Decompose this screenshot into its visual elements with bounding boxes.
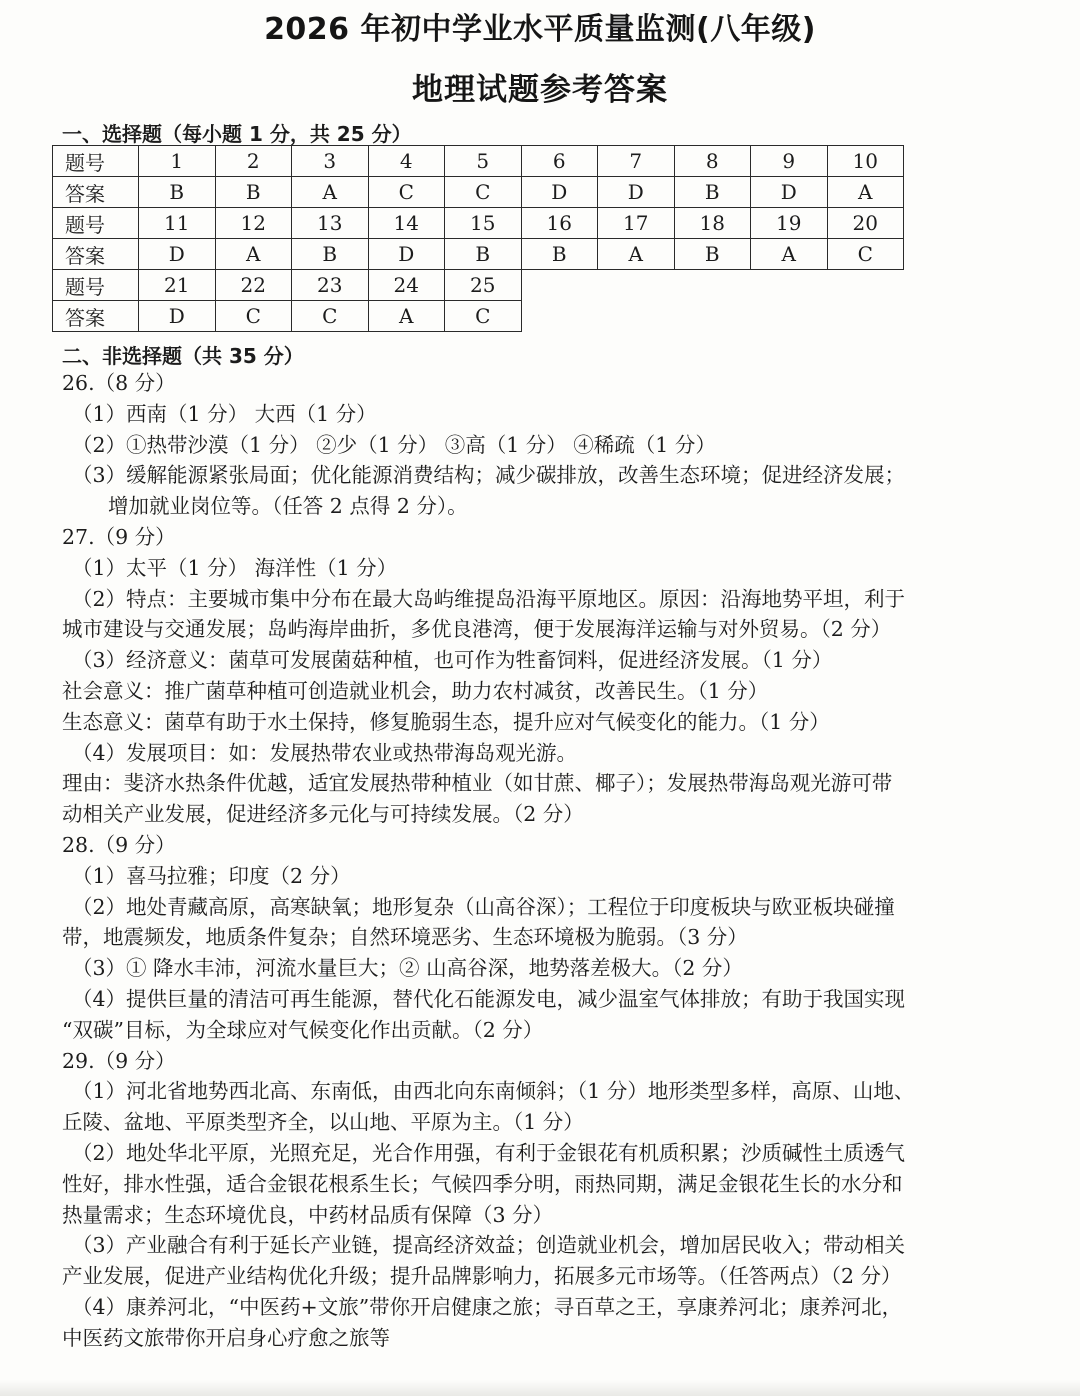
answer-cell: D: [139, 239, 216, 270]
page-subtitle: 地理试题参考答案: [412, 72, 668, 108]
question-number-row: [53, 146, 904, 177]
answer-cell: A: [751, 239, 828, 270]
empty-cell: [598, 270, 675, 301]
answer-line: 增加就业岗位等。（任答 2 点得 2 分）。: [108, 494, 468, 519]
answer-cell: A: [215, 239, 292, 270]
answer-line: 丘陵、盆地、平原类型齐全，以山地、平原为主。（1 分）: [62, 1110, 584, 1135]
answer-line: （3）缓解能源紧张局面；优化能源消费结构；减少碳排放，改善生态环境；促进经济发展；: [72, 463, 906, 488]
answer-line: （4）发展项目：如：发展热带农业或热带海岛观光游。: [72, 740, 578, 765]
question-number-cell: 11: [139, 208, 216, 239]
answer-line: （3）产业融合有利于延长产业链，提高经济效益；创造就业机会，增加居民收入；带动相关: [72, 1233, 906, 1258]
answer-cell: D: [368, 239, 445, 270]
question-number-cell: 25: [445, 270, 522, 301]
answer-line: （4）康养河北，“中医药+文旅”带你开启健康之旅；寻百草之王，享康养河北；康养河北，: [72, 1294, 903, 1319]
section-heading-nonchoice: 二、非选择题（共 35 分）: [62, 344, 304, 368]
question-number-cell: 13: [292, 208, 369, 239]
answer-label: 答案: [53, 177, 139, 208]
question-number-cell: 21: [139, 270, 216, 301]
answer-line: 性好，排水性强，适合金银花根系生长；气候四季分明，雨热同期，满足金银花生长的水分和: [62, 1171, 903, 1196]
page-title: 2026 年初中学业水平质量监测(八年级): [264, 12, 816, 47]
answer-line: 社会意义：推广菌草种植可创造就业机会，助力农村减贫，改善民生。（1 分）: [62, 678, 769, 703]
answer-line: （2）特点：主要城市集中分布在最大岛屿维提岛沿海平原地区。原因：沿海地势平坦，利于: [72, 586, 906, 611]
empty-cell: [521, 270, 598, 301]
question-number-cell: 14: [368, 208, 445, 239]
empty-cell: [827, 301, 904, 332]
answer-line: （1）喜马拉雅；印度（2 分）: [72, 863, 351, 888]
question-number-cell: 15: [445, 208, 522, 239]
answer-cell: B: [674, 239, 751, 270]
answer-cell: B: [292, 239, 369, 270]
answer-cell: B: [674, 177, 751, 208]
answer-line: （2）地处青藏高原，高寒缺氧；地形复杂（山高谷深）；工程位于印度板块与欧亚板块碰撞: [72, 894, 895, 919]
answer-label: 答案: [53, 301, 139, 332]
answer-cell: A: [368, 301, 445, 332]
answer-line: “双碳”目标，为全球应对气候变化作出贡献。（2 分）: [62, 1017, 544, 1042]
answer-line: （2）地处华北平原，光照充足，光合作用强，有利于金银花有机质积累；沙质碱性土质透气: [72, 1140, 906, 1165]
answer-cell: C: [827, 239, 904, 270]
empty-cell: [751, 301, 828, 332]
answer-cell: C: [215, 301, 292, 332]
answer-line: （1）太平（1 分） 海洋性（1 分）: [72, 555, 398, 580]
question-number-cell: 12: [215, 208, 292, 239]
question-number-cell: 4: [368, 146, 445, 177]
answer-cell: C: [368, 177, 445, 208]
section-heading-choice: 一、选择题（每小题 1 分，共 25 分）: [62, 122, 412, 146]
empty-cell: [674, 301, 751, 332]
answer-line: 产业发展，促进产业结构优化升级；提升品牌影响力，拓展多元市场等。（任答两点）（2 分）: [62, 1264, 902, 1289]
answer-cell: D: [751, 177, 828, 208]
question-number-cell: 10: [827, 146, 904, 177]
answer-line: 热量需求；生态环境优良，中药材品质有保障（3 分）: [62, 1202, 554, 1227]
answer-line: （4）提供巨量的清洁可再生能源，替代化石能源发电，减少温室气体排放；有助于我国实现: [72, 986, 906, 1011]
question-number-cell: 1: [139, 146, 216, 177]
answer-cell: D: [139, 301, 216, 332]
answer-line: （2）①热带沙漠（1 分） ②少（1 分） ③高（1 分） ④稀疏（1 分）: [72, 432, 716, 457]
answer-lines: [62, 368, 1032, 1354]
answer-cell: B: [215, 177, 292, 208]
empty-cell: [521, 301, 598, 332]
question-number-cell: 5: [445, 146, 522, 177]
answer-cell: A: [598, 239, 675, 270]
question-number-label: 题号: [53, 146, 139, 177]
question-number-label: 题号: [53, 208, 139, 239]
question-number-cell: 16: [521, 208, 598, 239]
empty-cell: [827, 270, 904, 301]
question-number-label: 题号: [53, 270, 139, 301]
answer-cell: C: [292, 301, 369, 332]
question-number-cell: 6: [521, 146, 598, 177]
answer-cell: B: [445, 239, 522, 270]
question-number-cell: 24: [368, 270, 445, 301]
answer-line: 城市建设与交通发展；岛屿海岸曲折，多优良港湾，便于发展海洋运输与对外贸易。（2 分）: [62, 617, 892, 642]
answer-table: [52, 145, 904, 332]
answer-cell: D: [521, 177, 598, 208]
question-number-cell: 22: [215, 270, 292, 301]
answer-row: [53, 301, 904, 332]
answer-line: 带，地震频发，地质条件复杂；自然环境恶劣、生态环境极为脆弱。（3 分）: [62, 925, 748, 950]
answer-cell: B: [139, 177, 216, 208]
answer-line: （1）西南（1 分） 大西（1 分）: [72, 401, 377, 426]
question-number-row: [53, 270, 904, 301]
question-number-cell: 2: [215, 146, 292, 177]
answer-line: 28.（9 分）: [62, 832, 176, 857]
answer-line: 理由：斐济水热条件优越，适宜发展热带种植业（如甘蔗、椰子）；发展热带海岛观光游可带: [62, 771, 893, 796]
empty-cell: [751, 270, 828, 301]
answer-line: 26.（8 分）: [62, 371, 176, 395]
question-number-cell: 18: [674, 208, 751, 239]
empty-cell: [598, 301, 675, 332]
answer-row: [53, 177, 904, 208]
answer-line: （1）河北省地势西北高、东南低，由西北向东南倾斜；（1 分）地形类型多样，高原、山地、: [72, 1079, 915, 1104]
answer-cell: A: [292, 177, 369, 208]
question-number-cell: 17: [598, 208, 675, 239]
answer-line: 27.（9 分）: [62, 524, 176, 549]
question-number-cell: 20: [827, 208, 904, 239]
answer-line: （3）① 降水丰沛，河流水量巨大；② 山高谷深，地势落差极大。（2 分）: [72, 956, 743, 981]
question-number-cell: 8: [674, 146, 751, 177]
empty-cell: [674, 270, 751, 301]
question-number-cell: 9: [751, 146, 828, 177]
question-number-cell: 23: [292, 270, 369, 301]
answer-cell: B: [521, 239, 598, 270]
page-bottom-edge: [0, 1380, 1080, 1396]
answer-cell: C: [445, 301, 522, 332]
answer-line: （3）经济意义：菌草可发展菌菇种植，也可作为牲畜饲料，促进经济发展。（1 分）: [72, 648, 833, 673]
answer-cell: C: [445, 177, 522, 208]
question-number-cell: 19: [751, 208, 828, 239]
question-number-cell: 7: [598, 146, 675, 177]
answer-row: [53, 239, 904, 270]
question-number-row: [53, 208, 904, 239]
answer-cell: A: [827, 177, 904, 208]
answer-line: 生态意义：菌草有助于水土保持，修复脆弱生态，提升应对气候变化的能力。（1 分）: [62, 709, 830, 734]
answer-line: 中医药文旅带你开启身心疗愈之旅等: [62, 1325, 390, 1350]
answer-line: 动相关产业发展，促进经济多元化与可持续发展。（2 分）: [62, 802, 584, 827]
answer-label: 答案: [53, 239, 139, 270]
question-number-cell: 3: [292, 146, 369, 177]
answer-line: 29.（9 分）: [62, 1048, 176, 1073]
answer-cell: D: [598, 177, 675, 208]
